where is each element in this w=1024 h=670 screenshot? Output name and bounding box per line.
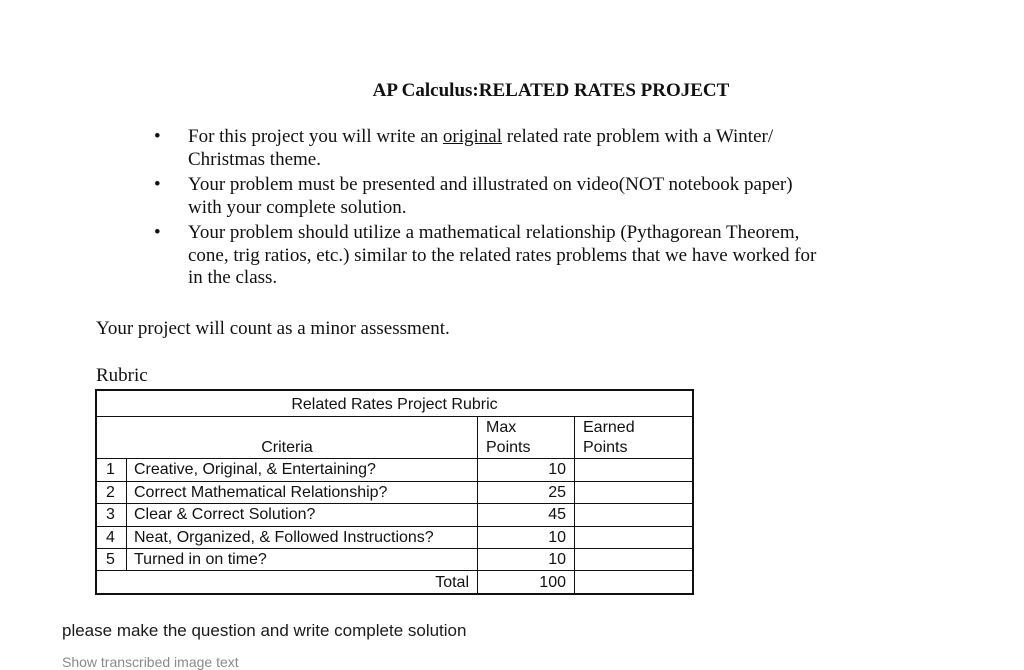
row-number: 3 xyxy=(106,506,115,523)
row-max-points: 10 xyxy=(548,529,566,546)
rubric-caption: Related Rates Project Rubric xyxy=(291,396,498,413)
criteria-header: Criteria xyxy=(261,439,313,456)
table-divider xyxy=(126,458,127,570)
bullet-line: cone, trig ratios, etc.) similar to the related rates problems that we have worked for xyxy=(188,244,817,266)
bullet-line: • Your problem should utilize a mathematical relationship (Pythagorean Theorem, xyxy=(188,222,800,243)
row-max-points: 45 xyxy=(548,506,566,523)
row-number: 1 xyxy=(106,461,115,478)
assessment-note: Your project will count as a minor assessment. xyxy=(96,318,450,339)
bullet-list xyxy=(188,126,888,293)
row-criteria: Neat, Organized, & Followed Instructions? xyxy=(134,529,434,546)
bullet-line: in the class. xyxy=(188,267,278,288)
bullet-line: Christmas theme. xyxy=(188,148,321,170)
table-divider xyxy=(97,548,692,549)
question-text: please make the question and write complete solution xyxy=(62,621,467,640)
show-transcribed-link[interactable]: Show transcribed image text xyxy=(62,654,239,670)
row-criteria: Creative, Original, & Entertaining? xyxy=(134,461,376,478)
row-number: 5 xyxy=(106,551,115,568)
bullet-item xyxy=(188,174,888,219)
table-divider xyxy=(97,503,692,504)
bullet-line: • Your problem must be presented and illustrated on video(NOT notebook paper) xyxy=(188,174,793,195)
max-points-header: Points xyxy=(486,439,531,456)
total-label: Total xyxy=(435,574,469,591)
rubric-label: Rubric xyxy=(96,365,148,386)
table-divider xyxy=(97,526,692,527)
row-criteria: Clear & Correct Solution? xyxy=(134,506,316,523)
row-number: 4 xyxy=(106,529,115,546)
table-divider xyxy=(97,570,692,571)
row-max-points: 25 xyxy=(548,484,566,501)
table-divider xyxy=(97,416,692,417)
row-max-points: 10 xyxy=(548,551,566,568)
earned-points-header: Points xyxy=(583,439,628,456)
earned-points-header: Earned xyxy=(583,419,635,436)
bullet-item xyxy=(188,222,888,290)
row-max-points: 10 xyxy=(548,461,566,478)
table-divider xyxy=(97,458,692,459)
max-points-header: Max xyxy=(486,419,517,436)
table-divider xyxy=(574,416,575,593)
bullet-line: • For this project you will write an original related rate problem with a Winter/ xyxy=(188,126,774,147)
bullet-line: with your complete solution. xyxy=(188,196,407,218)
row-criteria: Correct Mathematical Relationship? xyxy=(134,484,388,501)
total-max-points: 100 xyxy=(539,574,566,591)
row-number: 2 xyxy=(106,484,115,501)
bullet-item xyxy=(188,126,888,171)
rubric-table xyxy=(95,389,694,595)
row-criteria: Turned in on time? xyxy=(134,551,267,568)
document-title: AP Calculus:RELATED RATES PROJECT xyxy=(372,80,730,101)
underlined-word: original xyxy=(442,126,502,147)
table-divider xyxy=(97,481,692,482)
